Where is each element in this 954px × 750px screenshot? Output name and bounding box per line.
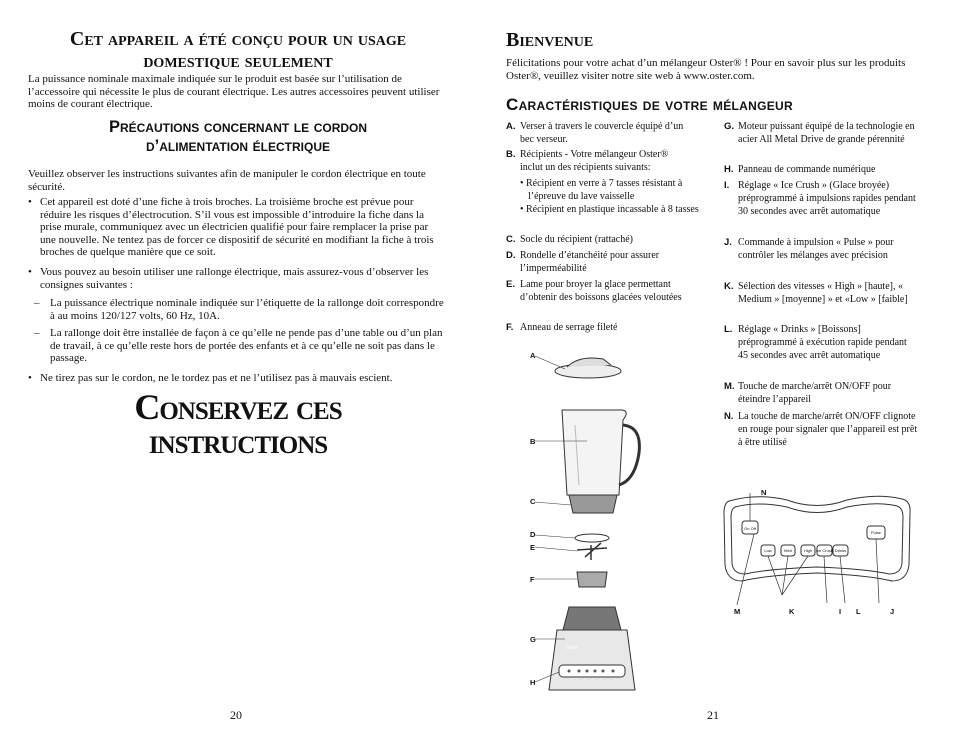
feature-item-a bbox=[506, 120, 691, 146]
feature-item-l bbox=[724, 323, 919, 362]
dash-icon: – bbox=[34, 297, 40, 309]
panel-label-j: J bbox=[890, 607, 895, 616]
panel-label-m: M bbox=[734, 607, 741, 616]
cord-intro: Veuillez observer les instructions suivantes afin de manipuler le cordon électrique en toute sécurité. bbox=[28, 168, 426, 193]
bullet-icon: • bbox=[28, 372, 32, 384]
bullet-text: Cet appareil est doté d’une fiche à trois broches. La troisième broche est prévue pour réduire les risques d’électrocution. S’il vous est impossible d’introduire la fiche dans la prise murale, communiquez avec un électricien qualifié pour faire remplacer la prise par une nouvelle. Ne tentez pas de forcer ce dispositif de sécurité en modifiant la fiche à trois broches de quelque manière que ce soit. bbox=[40, 196, 434, 258]
feature-text: Réglage « Drinks » [Boissons] préprogrammé à exécution rapide pendant 45 secondes avec arrêt automatique bbox=[738, 324, 907, 361]
feature-text: Commande à impulsion « Pulse » pour contrôler les mélanges avec précision bbox=[738, 237, 894, 261]
feature-key: K. bbox=[724, 281, 734, 292]
feature-key: L. bbox=[724, 324, 733, 335]
feature-item-h bbox=[724, 163, 919, 176]
pulse-button-label: Pulse bbox=[870, 530, 882, 535]
fig-label-c: C bbox=[530, 497, 536, 506]
big-line1: Conservez ces bbox=[134, 387, 342, 427]
feature-key: G. bbox=[724, 121, 735, 132]
features-title: Caractéristiques de votre mélangeur bbox=[506, 95, 793, 114]
container-options bbox=[520, 177, 705, 216]
feature-text: Sélection des vitesses « High » [haute], « Medium » [moyenne] » et «Low » [faible] bbox=[738, 281, 908, 305]
panel-label-l: L bbox=[856, 607, 861, 616]
feature-item-n bbox=[724, 410, 919, 449]
jar-base bbox=[569, 495, 617, 513]
drinks-button-label: Drinks bbox=[834, 548, 847, 553]
blender-exploded-illustration bbox=[527, 345, 677, 695]
feature-text: Récipients - Votre mélangeur Oster® inclut un des récipients suivants: bbox=[520, 149, 669, 173]
feature-text: Touche de marche/arrêt ON/OFF pour éteindre l’appareil bbox=[738, 381, 892, 405]
big-line2: instructions bbox=[148, 421, 328, 461]
feature-text: Réglage « Ice Crush » (Glace broyée) préprogrammé à impulsions rapides pendant 30 secondes avec arrêt automatique bbox=[738, 180, 916, 217]
feature-item-f bbox=[506, 321, 691, 334]
bullet-item bbox=[28, 196, 446, 259]
bullet-item bbox=[28, 372, 446, 385]
right-page bbox=[477, 0, 954, 750]
keep-instructions-heading bbox=[28, 387, 448, 461]
feature-key: F. bbox=[506, 322, 514, 333]
ice-crush-button-label: Ice Crush bbox=[815, 548, 834, 553]
page-title: Cet appareil a été conçu pour un usage domestique seulement bbox=[69, 28, 407, 72]
feature-item-c bbox=[506, 233, 691, 246]
control-panel-illustration bbox=[717, 485, 917, 615]
dash-icon: – bbox=[34, 327, 40, 339]
low-button-label: Low bbox=[764, 548, 772, 553]
feature-key: N. bbox=[724, 411, 734, 422]
sub-bullet: • Récipient en verre à 7 tasses résistant à l’épreuve du lave vaisselle bbox=[520, 178, 683, 202]
feature-text: Socle du récipient (rattaché) bbox=[520, 234, 633, 245]
high-button-label: High bbox=[803, 548, 813, 553]
dash-item bbox=[34, 297, 446, 322]
cord-safety-title-line2: d’alimentation électrique bbox=[145, 137, 331, 155]
feature-key: H. bbox=[724, 164, 734, 175]
fig-label-h: H bbox=[530, 678, 536, 687]
feature-item-i bbox=[724, 179, 919, 218]
panel-label-i: I bbox=[839, 607, 842, 616]
feature-item-m bbox=[724, 380, 919, 406]
feature-key: A. bbox=[506, 121, 516, 132]
feature-item-g bbox=[724, 120, 919, 146]
cord-safety-title bbox=[28, 118, 448, 156]
welcome-title: Bienvenue bbox=[506, 29, 594, 51]
feature-item-j bbox=[724, 236, 919, 262]
feature-text: Rondelle d’étanchéité pour assurer l’imperméabilité bbox=[520, 250, 660, 274]
feature-item-e bbox=[506, 278, 691, 304]
feature-item-k bbox=[724, 280, 919, 306]
feature-text: Verser à travers le couvercle équipé d’un bec verseur. bbox=[520, 121, 684, 145]
blade-shape bbox=[577, 543, 607, 560]
fig-label-b: B bbox=[530, 437, 536, 446]
feature-key: D. bbox=[506, 250, 516, 261]
cord-safety-title-line1: Précautions concernant le cordon bbox=[108, 118, 368, 136]
page-number: 21 bbox=[707, 708, 719, 722]
on-off-button-label: On Off bbox=[744, 526, 756, 531]
fig-label-e: E bbox=[530, 543, 536, 552]
panel-label-n: N bbox=[761, 488, 767, 497]
feature-key: E. bbox=[506, 279, 515, 290]
feature-text: Moteur puissant équipé de la technologie en acier All Metal Drive de grande pérennité bbox=[738, 121, 915, 145]
rating-paragraph: La puissance nominale maximale indiquée sur le produit est basée sur l’utilisation de l’accessoire qui nécessite le plus de courant électrique. Les autres accessoires peuvent utiliser moins de courant électrique. bbox=[28, 73, 440, 110]
welcome-paragraph: Félicitations pour votre achat d’un mélangeur Oster® ! Pour en savoir plus sur les produits Oster®, veuillez visiter notre site web à www.oster.com. bbox=[506, 57, 906, 82]
dash-item bbox=[34, 327, 446, 365]
feature-text: La touche de marche/arrêt ON/OFF clignote en rouge pour signaler que l’appareil est prêt à être utilisé bbox=[738, 411, 918, 448]
motor-top bbox=[563, 607, 621, 630]
feature-key: J. bbox=[724, 237, 732, 248]
lid-shape bbox=[555, 364, 621, 378]
feature-text: Panneau de commande numérique bbox=[738, 164, 876, 175]
jar-shape bbox=[562, 410, 626, 495]
fig-label-d: D bbox=[530, 530, 536, 539]
feature-key: C. bbox=[506, 234, 516, 245]
fig-label-a: A bbox=[530, 351, 536, 360]
brand-logo: Oster bbox=[566, 645, 579, 651]
med-button-label: Med bbox=[784, 548, 792, 553]
feature-key: I. bbox=[724, 180, 730, 191]
feature-key: B. bbox=[506, 149, 516, 160]
sub-bullet: • Récipient en plastique incassable à 8 tasses bbox=[520, 204, 699, 215]
dash-text: La rallonge doit être installée de façon à ce qu’elle ne pende pas d’une table ou d’un plan de travail, à ce qu’elle reste hors de portée des enfants et à ce qu’elle ne soit pas dans le passage. bbox=[50, 327, 443, 364]
ring-shape bbox=[577, 572, 607, 587]
bullet-item bbox=[28, 266, 446, 291]
gasket-shape bbox=[575, 534, 609, 542]
page-number: 20 bbox=[230, 708, 242, 722]
dash-text: La puissance électrique nominale indiquée sur l’étiquette de la rallonge doit correspondre à au moins 120/127 volts, 60 Hz, 10A. bbox=[50, 297, 444, 322]
bullet-icon: • bbox=[28, 196, 32, 208]
bullet-text: Ne tirez pas sur le cordon, ne le tordez pas et ne l’utilisez pas à mauvais escient. bbox=[40, 372, 393, 384]
fig-label-g: G bbox=[530, 635, 536, 644]
bullet-icon: • bbox=[28, 266, 32, 278]
feature-text: Lame pour broyer la glace permettant d’obtenir des boissons glacées veloutées bbox=[520, 279, 682, 303]
fig-label-f: F bbox=[530, 575, 535, 584]
feature-item-b bbox=[506, 148, 691, 174]
feature-text: Anneau de serrage fileté bbox=[520, 322, 618, 333]
bullet-text: Vous pouvez au besoin utiliser une rallonge électrique, mais assurez-vous d’observer les consignes suivantes : bbox=[40, 266, 429, 291]
feature-key: M. bbox=[724, 381, 735, 392]
feature-item-d bbox=[506, 249, 691, 275]
panel-label-k: K bbox=[789, 607, 795, 616]
